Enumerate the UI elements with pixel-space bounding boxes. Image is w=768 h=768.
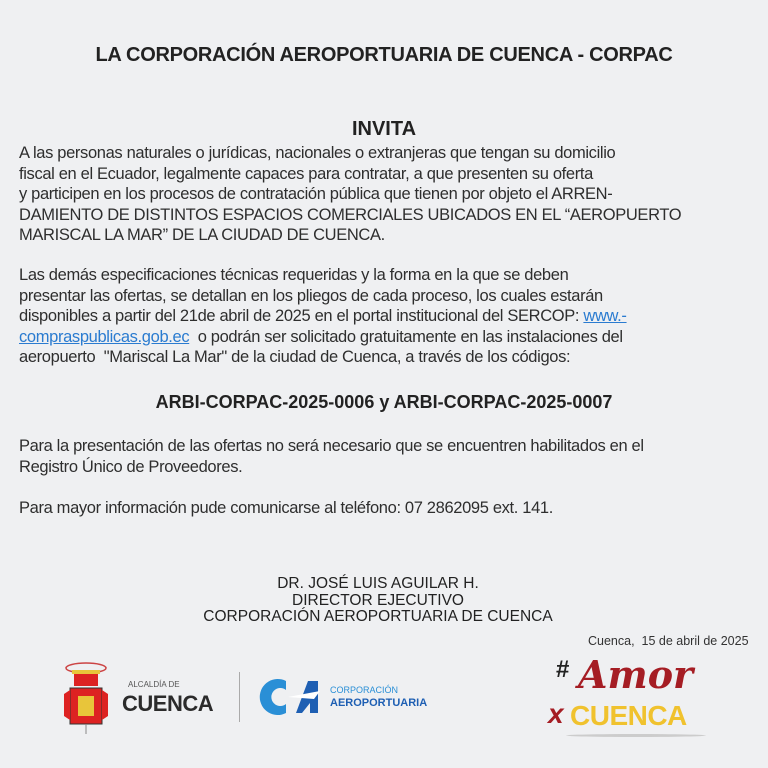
compraspublicas-link[interactable]: compraspublicas.gob.ec — [19, 327, 190, 346]
amor-x-cuenca-logo — [546, 654, 736, 744]
text-line: fiscal en el Ecuador, legalmente capaces para contratar, a que presenten su oferta — [19, 164, 593, 183]
text-line: Las demás especificaciones técnicas requeridas y la forma en la que se deben — [19, 266, 569, 284]
x-glyph: x — [548, 698, 564, 729]
paragraph-registry — [19, 436, 749, 477]
process-codes: ARBI-CORPAC-2025-0006 y ARBI-CORPAC-2025-0007 — [155, 392, 613, 412]
paragraph-invitation — [19, 143, 749, 246]
corp-label-small: CORPORACIÓN — [330, 685, 399, 695]
amor-glyph: Amor — [578, 652, 694, 697]
text-line: Para la presentación de las ofertas no será necesario que se encuentren habilitados en el — [19, 437, 644, 455]
shadow-decoration — [566, 734, 706, 737]
text-line: Para mayor información pude comunicarse al teléfono: 07 2862095 ext. 141. — [19, 499, 553, 517]
paragraph-specifications — [19, 265, 749, 368]
paragraph-contact — [19, 498, 749, 519]
cuenca-glyph: CUENCA — [570, 700, 687, 731]
text-line: A las personas naturales o jurídicas, nacionales o extranjeras que tengan su domicilio — [19, 144, 616, 162]
corp-label-big: AEROPORTUARIA — [330, 697, 428, 709]
text-line: y participen en los procesos de contratación pública que tienen por objeto el ARREN- — [19, 185, 613, 204]
signer-organization: CORPORACIÓN AEROPORTUARIA DE CUENCA — [203, 608, 553, 625]
hash-glyph: # — [556, 656, 570, 683]
date-text: Cuenca, 15 de abril de 2025 — [588, 634, 749, 648]
page-title: LA CORPORACIÓN AEROPORTUARIA DE CUENCA - CORPAC — [95, 44, 673, 66]
text-line: MARISCAL LA MAR” DE LA CIUDAD DE CUENCA. — [19, 226, 385, 245]
text-line: Registro Único de Proveedores. — [19, 457, 243, 476]
text-line: aeropuerto "Mariscal La Mar" de la ciudad de Cuenca, a través de los códigos: — [19, 348, 571, 367]
text-line — [19, 327, 749, 348]
text-segment: o podrán ser solicitado gratuitamente en las instalaciones del — [189, 327, 623, 346]
text-line — [19, 306, 749, 327]
cuenca-coat-of-arms-icon — [60, 660, 112, 734]
corpac-logo-icon — [256, 677, 322, 717]
text-line: presentar las ofertas, se detallan en los pliegos de cada proceso, los cuales estarán — [19, 286, 603, 305]
signer-role: DIRECTOR EJECUTIVO — [292, 591, 464, 609]
signer-name: DR. JOSÉ LUIS AGUILAR H. — [277, 575, 479, 592]
alcaldia-cuenca-label: CUENCA — [122, 691, 214, 716]
text-line: DAMIENTO DE DISTINTOS ESPACIOS COMERCIALES UBICADOS EN EL “AEROPUERTO — [19, 205, 682, 224]
signature-block — [0, 576, 756, 626]
alcaldia-label: ALCALDÍA DE — [128, 680, 180, 689]
subtitle-invita: INVITA — [351, 118, 417, 140]
logo-divider — [239, 672, 240, 722]
text-segment: disponibles a partir del 21de abril de 2025 en el portal institucional del SERCOP: — [19, 307, 584, 326]
compraspublicas-link[interactable]: www.- — [583, 307, 627, 326]
